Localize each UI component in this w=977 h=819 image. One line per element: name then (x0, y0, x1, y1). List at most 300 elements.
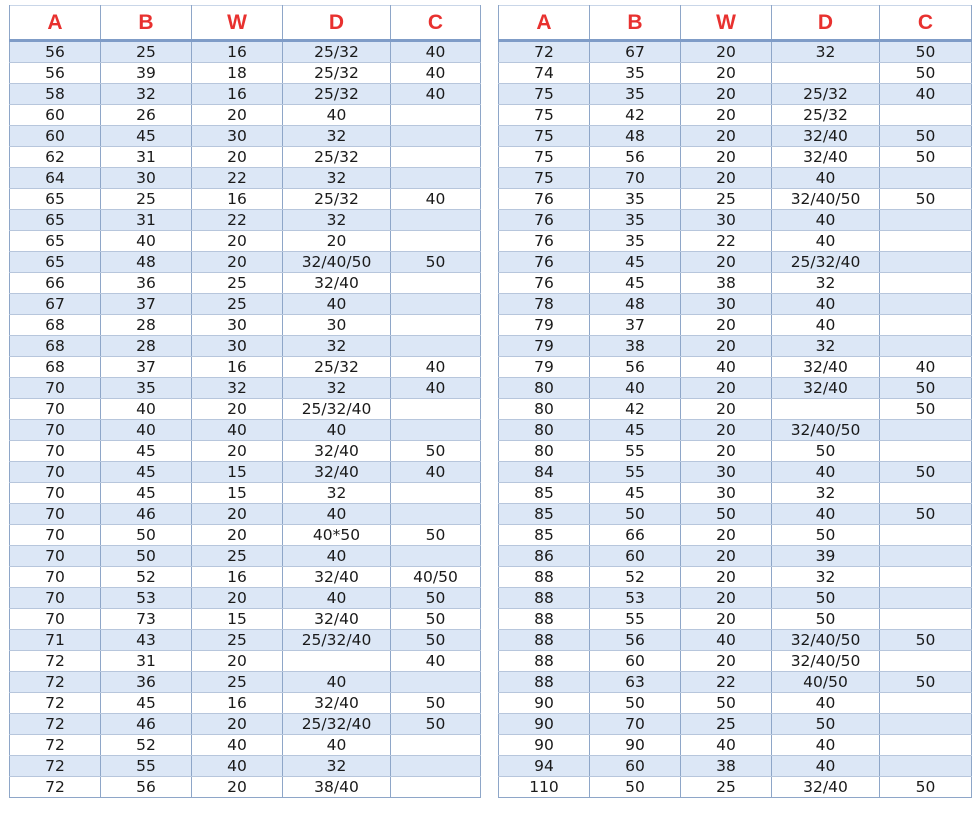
cell-d: 40 (283, 546, 391, 567)
cell-w: 16 (192, 357, 283, 378)
cell-a: 75 (499, 168, 590, 189)
cell-c (391, 126, 481, 147)
table-row (10, 378, 481, 399)
cell-w: 50 (681, 504, 772, 525)
cell-b: 26 (101, 105, 192, 126)
cell-b: 40 (101, 399, 192, 420)
cell-a: 75 (499, 84, 590, 105)
cell-w: 30 (681, 294, 772, 315)
cell-d: 40 (772, 756, 880, 777)
table-row (499, 189, 972, 210)
cell-c: 40 (391, 84, 481, 105)
cell-a: 80 (499, 399, 590, 420)
table-row (499, 567, 972, 588)
cell-b: 25 (101, 189, 192, 210)
cell-b: 56 (590, 630, 681, 651)
cell-d: 32/40/50 (772, 651, 880, 672)
table-row (10, 336, 481, 357)
cell-c (391, 273, 481, 294)
cell-b: 45 (101, 693, 192, 714)
cell-b: 40 (590, 378, 681, 399)
cell-w: 40 (192, 735, 283, 756)
cell-w: 20 (192, 105, 283, 126)
cell-d: 32 (772, 336, 880, 357)
cell-a: 88 (499, 609, 590, 630)
cell-d: 32/40 (283, 462, 391, 483)
cell-c (391, 105, 481, 126)
cell-w: 40 (192, 420, 283, 441)
cell-d: 32/40 (772, 777, 880, 798)
table-row (499, 378, 972, 399)
cell-w: 16 (192, 189, 283, 210)
table-row (499, 41, 972, 63)
cell-a: 70 (10, 399, 101, 420)
cell-w: 20 (681, 441, 772, 462)
cell-w: 40 (681, 735, 772, 756)
cell-b: 35 (590, 210, 681, 231)
cell-b: 60 (590, 651, 681, 672)
cell-d: 32/40 (772, 147, 880, 168)
cell-b: 28 (101, 315, 192, 336)
cell-d: 25/32/40 (283, 630, 391, 651)
cell-d: 32/40 (283, 273, 391, 294)
table-row (10, 84, 481, 105)
cell-a: 79 (499, 357, 590, 378)
cell-b: 45 (590, 483, 681, 504)
cell-b: 45 (590, 252, 681, 273)
cell-d: 50 (772, 714, 880, 735)
cell-b: 40 (101, 231, 192, 252)
cell-b: 70 (590, 168, 681, 189)
cell-w: 20 (681, 41, 772, 63)
cell-w: 20 (192, 714, 283, 735)
cell-b: 53 (101, 588, 192, 609)
cell-a: 76 (499, 273, 590, 294)
cell-w: 16 (192, 567, 283, 588)
cell-b: 39 (101, 63, 192, 84)
cell-c: 40/50 (391, 567, 481, 588)
cell-w: 20 (192, 504, 283, 525)
table-row (499, 84, 972, 105)
cell-b: 45 (101, 483, 192, 504)
cell-b: 48 (590, 126, 681, 147)
spec-table-left (9, 5, 481, 798)
table-row (499, 399, 972, 420)
cell-w: 25 (192, 630, 283, 651)
cell-b: 28 (101, 336, 192, 357)
cell-d: 40 (772, 210, 880, 231)
cell-w: 30 (192, 126, 283, 147)
table-row (499, 672, 972, 693)
cell-b: 42 (590, 399, 681, 420)
cell-w: 30 (681, 210, 772, 231)
header-row (10, 6, 481, 41)
cell-w: 25 (681, 714, 772, 735)
cell-w: 20 (681, 546, 772, 567)
cell-c (880, 693, 972, 714)
cell-w: 20 (681, 168, 772, 189)
cell-d: 38/40 (283, 777, 391, 798)
cell-d: 25/32/40 (283, 714, 391, 735)
cell-c: 50 (391, 714, 481, 735)
spec-table-right (498, 5, 972, 798)
cell-c (880, 651, 972, 672)
cell-w: 20 (192, 231, 283, 252)
cell-w: 20 (192, 399, 283, 420)
cell-a: 79 (499, 315, 590, 336)
cell-d: 40 (283, 105, 391, 126)
cell-c (880, 105, 972, 126)
cell-c: 40 (391, 41, 481, 63)
cell-c (880, 336, 972, 357)
cell-d: 32/40/50 (772, 189, 880, 210)
cell-b: 55 (590, 609, 681, 630)
cell-b: 25 (101, 41, 192, 63)
cell-d: 32/40 (772, 357, 880, 378)
table-row (499, 294, 972, 315)
cell-a: 78 (499, 294, 590, 315)
cell-c (391, 672, 481, 693)
column-header-b: B (590, 6, 681, 41)
cell-c (391, 546, 481, 567)
table-row (499, 504, 972, 525)
cell-d: 50 (772, 441, 880, 462)
cell-a: 88 (499, 588, 590, 609)
cell-d: 32 (772, 273, 880, 294)
cell-w: 25 (681, 189, 772, 210)
cell-d: 25/32 (772, 84, 880, 105)
cell-d: 40 (283, 735, 391, 756)
cell-d: 50 (772, 588, 880, 609)
cell-c: 50 (880, 504, 972, 525)
cell-b: 35 (590, 63, 681, 84)
table-row (10, 189, 481, 210)
cell-d (772, 63, 880, 84)
cell-a: 65 (10, 189, 101, 210)
table-row (499, 147, 972, 168)
cell-w: 20 (681, 609, 772, 630)
table-row (10, 756, 481, 777)
cell-b: 36 (101, 273, 192, 294)
table-row (499, 126, 972, 147)
table-row (499, 357, 972, 378)
cell-d: 40 (772, 735, 880, 756)
cell-a: 68 (10, 357, 101, 378)
cell-w: 20 (192, 588, 283, 609)
table-row (499, 735, 972, 756)
cell-w: 20 (681, 525, 772, 546)
cell-w: 20 (681, 252, 772, 273)
cell-d: 25/32 (283, 357, 391, 378)
cell-a: 90 (499, 693, 590, 714)
cell-c: 50 (880, 63, 972, 84)
table-row (10, 672, 481, 693)
table-row (10, 210, 481, 231)
cell-c (391, 735, 481, 756)
table-row (499, 777, 972, 798)
cell-c: 50 (391, 630, 481, 651)
cell-d: 40 (772, 462, 880, 483)
cell-c (880, 714, 972, 735)
cell-d: 32/40/50 (283, 252, 391, 273)
cell-a: 65 (10, 252, 101, 273)
cell-b: 67 (590, 41, 681, 63)
table-row (10, 714, 481, 735)
cell-c: 50 (880, 672, 972, 693)
cell-b: 35 (590, 231, 681, 252)
cell-a: 85 (499, 525, 590, 546)
cell-a: 80 (499, 441, 590, 462)
cell-c: 50 (880, 41, 972, 63)
cell-d: 40 (772, 168, 880, 189)
cell-b: 73 (101, 609, 192, 630)
cell-w: 15 (192, 483, 283, 504)
cell-w: 20 (192, 252, 283, 273)
cell-b: 66 (590, 525, 681, 546)
table-row (499, 441, 972, 462)
cell-w: 20 (192, 147, 283, 168)
cell-c (391, 777, 481, 798)
cell-d: 25/32/40 (283, 399, 391, 420)
cell-a: 76 (499, 210, 590, 231)
cell-c: 40 (391, 63, 481, 84)
cell-d: 32/40 (772, 126, 880, 147)
cell-w: 20 (681, 336, 772, 357)
cell-c: 40 (391, 189, 481, 210)
cell-w: 20 (681, 588, 772, 609)
cell-a: 68 (10, 315, 101, 336)
table-row (10, 63, 481, 84)
cell-c: 50 (880, 630, 972, 651)
cell-d: 40 (772, 504, 880, 525)
cell-d: 32/40 (283, 693, 391, 714)
cell-d: 32 (283, 210, 391, 231)
cell-a: 71 (10, 630, 101, 651)
cell-d: 25/32 (283, 63, 391, 84)
table-row (499, 546, 972, 567)
table-row (499, 525, 972, 546)
cell-a: 88 (499, 672, 590, 693)
cell-c (391, 483, 481, 504)
table-row (10, 294, 481, 315)
cell-b: 70 (590, 714, 681, 735)
cell-a: 72 (10, 693, 101, 714)
table-row (499, 651, 972, 672)
cell-b: 37 (590, 315, 681, 336)
cell-w: 40 (681, 630, 772, 651)
cell-b: 43 (101, 630, 192, 651)
cell-c: 50 (880, 399, 972, 420)
cell-w: 20 (681, 378, 772, 399)
cell-d: 32 (283, 483, 391, 504)
cell-c (391, 336, 481, 357)
cell-d: 25/32 (283, 189, 391, 210)
cell-c (880, 588, 972, 609)
table-row (10, 609, 481, 630)
table-row (499, 756, 972, 777)
cell-a: 66 (10, 273, 101, 294)
table-row (10, 525, 481, 546)
cell-d: 32 (283, 126, 391, 147)
table-row (499, 315, 972, 336)
table-row (10, 462, 481, 483)
table-row (10, 273, 481, 294)
cell-a: 68 (10, 336, 101, 357)
cell-d: 40 (772, 315, 880, 336)
cell-d: 40 (283, 294, 391, 315)
table-row (499, 231, 972, 252)
cell-a: 72 (10, 735, 101, 756)
cell-b: 37 (101, 357, 192, 378)
cell-w: 20 (192, 777, 283, 798)
cell-c (880, 525, 972, 546)
cell-a: 88 (499, 567, 590, 588)
cell-c (391, 210, 481, 231)
table-row (499, 168, 972, 189)
cell-a: 90 (499, 735, 590, 756)
cell-c: 50 (391, 609, 481, 630)
cell-b: 36 (101, 672, 192, 693)
table-row (10, 126, 481, 147)
table-row (10, 399, 481, 420)
cell-b: 52 (101, 735, 192, 756)
cell-b: 50 (590, 504, 681, 525)
cell-d: 32 (772, 41, 880, 63)
cell-w: 20 (681, 84, 772, 105)
cell-a: 86 (499, 546, 590, 567)
cell-w: 25 (192, 294, 283, 315)
cell-a: 70 (10, 504, 101, 525)
cell-w: 20 (192, 651, 283, 672)
cell-b: 55 (101, 756, 192, 777)
column-header-w: W (681, 6, 772, 41)
cell-w: 20 (681, 63, 772, 84)
table-row (10, 483, 481, 504)
cell-b: 42 (590, 105, 681, 126)
cell-w: 20 (192, 441, 283, 462)
cell-a: 80 (499, 378, 590, 399)
cell-d: 25/32 (283, 84, 391, 105)
cell-b: 37 (101, 294, 192, 315)
cell-w: 20 (681, 315, 772, 336)
cell-a: 79 (499, 336, 590, 357)
cell-d (283, 651, 391, 672)
cell-w: 22 (681, 672, 772, 693)
cell-c: 40 (391, 357, 481, 378)
column-header-c: C (391, 6, 481, 41)
cell-a: 75 (499, 126, 590, 147)
cell-a: 70 (10, 525, 101, 546)
cell-w: 30 (192, 336, 283, 357)
table-row (499, 462, 972, 483)
cell-d: 40 (772, 231, 880, 252)
cell-b: 48 (590, 294, 681, 315)
cell-c (880, 546, 972, 567)
table-row (10, 357, 481, 378)
cell-a: 56 (10, 63, 101, 84)
cell-c: 40 (880, 84, 972, 105)
cell-a: 70 (10, 588, 101, 609)
cell-c (391, 168, 481, 189)
cell-a: 70 (10, 462, 101, 483)
cell-a: 76 (499, 189, 590, 210)
table-row (499, 483, 972, 504)
cell-d: 30 (283, 315, 391, 336)
cell-b: 90 (590, 735, 681, 756)
cell-a: 70 (10, 441, 101, 462)
cell-a: 70 (10, 609, 101, 630)
table-row (499, 336, 972, 357)
table-row (10, 735, 481, 756)
table-row (499, 210, 972, 231)
column-header-d: D (283, 6, 391, 41)
cell-b: 35 (590, 189, 681, 210)
table-body-right (499, 41, 972, 798)
cell-a: 85 (499, 483, 590, 504)
cell-d: 32 (283, 168, 391, 189)
cell-c (391, 231, 481, 252)
cell-d: 40 (283, 504, 391, 525)
cell-b: 45 (101, 126, 192, 147)
cell-a: 76 (499, 231, 590, 252)
cell-b: 40 (101, 420, 192, 441)
cell-c: 40 (391, 651, 481, 672)
cell-a: 110 (499, 777, 590, 798)
cell-w: 25 (192, 672, 283, 693)
cell-c: 50 (391, 693, 481, 714)
table-row (10, 441, 481, 462)
cell-d: 40 (772, 294, 880, 315)
cell-w: 15 (192, 609, 283, 630)
cell-c: 50 (880, 378, 972, 399)
cell-b: 50 (590, 777, 681, 798)
cell-w: 40 (192, 756, 283, 777)
cell-c: 50 (391, 588, 481, 609)
table-row (499, 273, 972, 294)
cell-a: 74 (499, 63, 590, 84)
cell-b: 60 (590, 756, 681, 777)
cell-d: 39 (772, 546, 880, 567)
table-row (10, 41, 481, 63)
cell-d: 32/40 (283, 609, 391, 630)
cell-w: 16 (192, 84, 283, 105)
cell-b: 60 (590, 546, 681, 567)
cell-w: 25 (681, 777, 772, 798)
cell-c: 40 (391, 378, 481, 399)
cell-d: 32 (283, 378, 391, 399)
cell-a: 65 (10, 210, 101, 231)
cell-b: 50 (101, 546, 192, 567)
cell-a: 72 (10, 672, 101, 693)
cell-b: 35 (101, 378, 192, 399)
table-row (10, 504, 481, 525)
cell-b: 50 (590, 693, 681, 714)
cell-b: 56 (590, 147, 681, 168)
cell-b: 35 (590, 84, 681, 105)
cell-b: 56 (590, 357, 681, 378)
cell-d: 25/32 (772, 105, 880, 126)
cell-a: 94 (499, 756, 590, 777)
cell-b: 45 (590, 420, 681, 441)
cell-d: 40 (283, 588, 391, 609)
cell-a: 72 (10, 714, 101, 735)
cell-c (880, 231, 972, 252)
cell-w: 20 (681, 567, 772, 588)
cell-w: 25 (192, 546, 283, 567)
cell-d: 32/40 (283, 567, 391, 588)
cell-a: 56 (10, 41, 101, 63)
table-row (10, 651, 481, 672)
